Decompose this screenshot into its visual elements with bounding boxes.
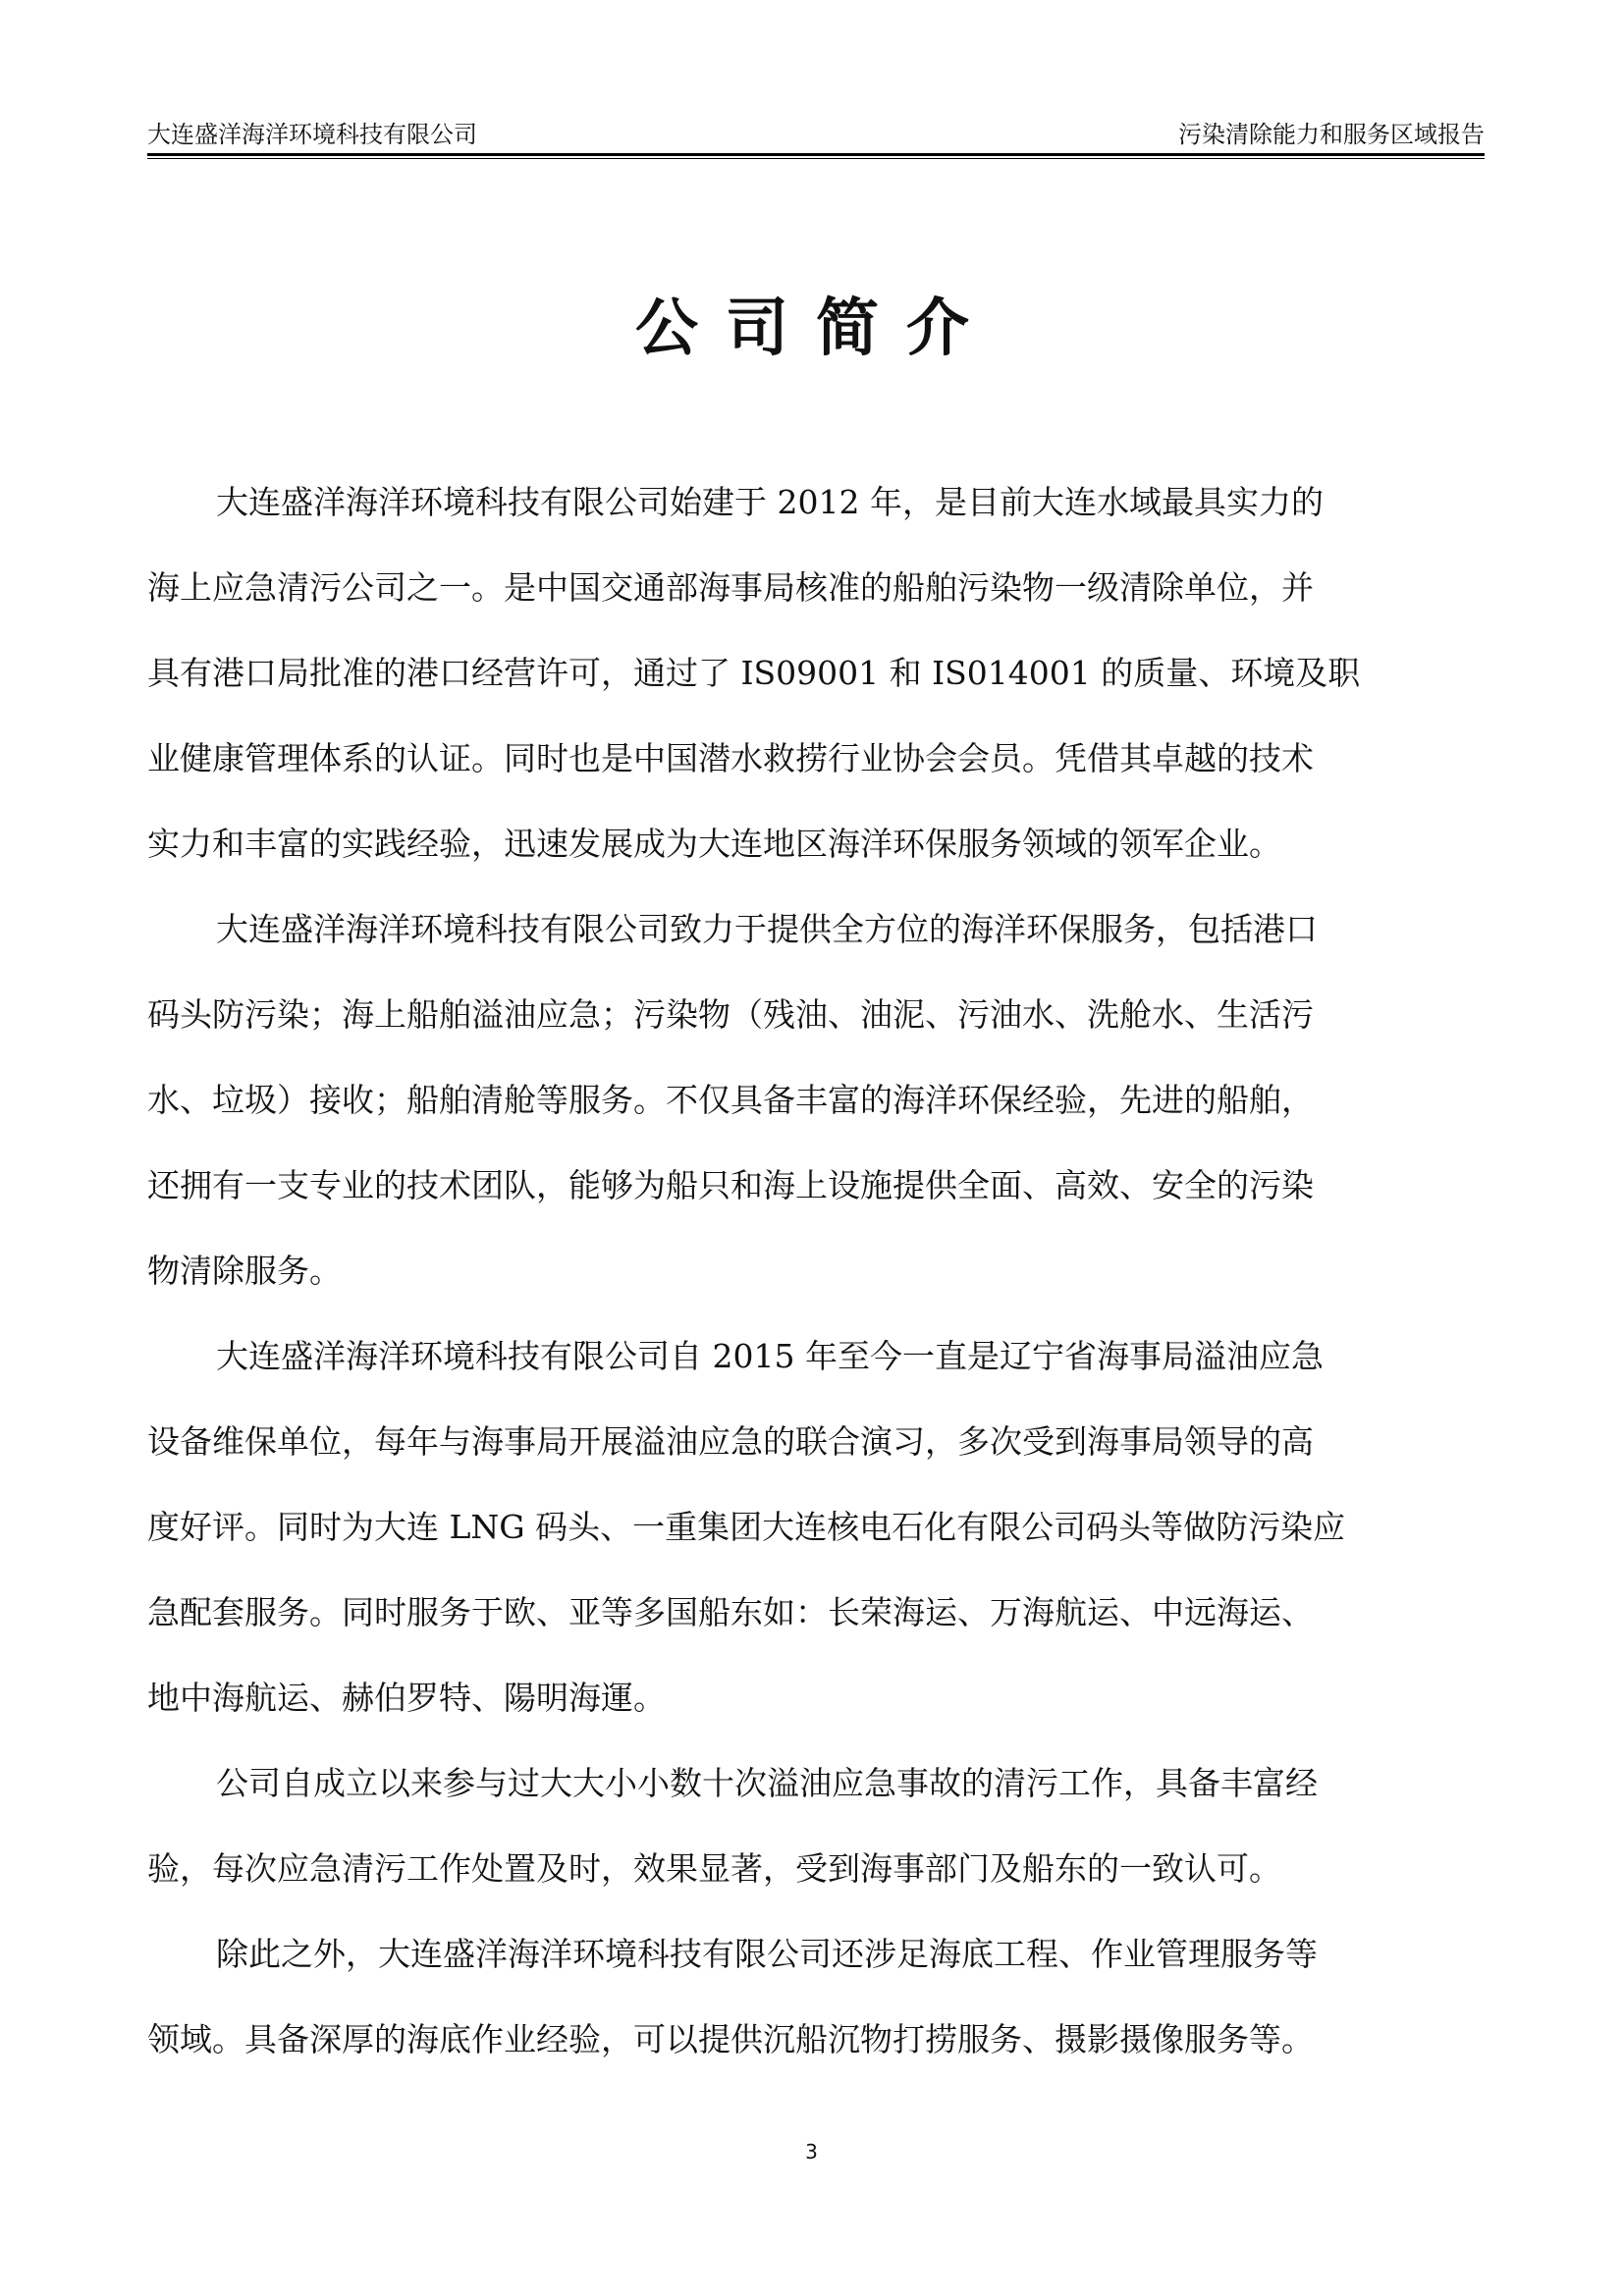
paragraph-line: 除此之外，大连盛洋海洋环境科技有限公司还涉足海底工程、作业管理服务等	[216, 1935, 1318, 1973]
paragraph-1	[147, 459, 1485, 886]
paragraph-line: 实力和丰富的实践经验，迅速发展成为大连地区海洋环保服务领域的领军企业。	[147, 825, 1281, 863]
paragraph-line: 验，每次应急清污工作处置及时，效果显著，受到海事部门及船东的一致认可。	[147, 1849, 1281, 1888]
paragraph-line: 设备维保单位，每年与海事局开展溢油应急的联合演习，多次受到海事局领导的高	[147, 1422, 1314, 1461]
paragraph-line: 水、垃圾）接收；船舶清舱等服务。不仅具备丰富的海洋环保经验，先进的船舶，	[147, 1081, 1314, 1119]
paragraph-5	[147, 1911, 1485, 2082]
paragraph-line: 物清除服务。	[147, 1252, 342, 1290]
paragraph-line: 码头防污染；海上船舶溢油应急；污染物（残油、油泥、污油水、洗舱水、生活污	[147, 995, 1314, 1034]
paragraph-line: 业健康管理体系的认证。同时也是中国潜水救捞行业协会会员。凭借其卓越的技术	[147, 739, 1314, 777]
paragraph-line: 海上应急清污公司之一。是中国交通部海事局核准的船舶污染物一级清除单位，并	[147, 568, 1314, 607]
paragraph-3	[147, 1313, 1485, 1740]
header-rule-thick	[147, 153, 1485, 156]
paragraph-line: 大连盛洋海洋环境科技有限公司始建于 2012 年，是目前大连水域最具实力的	[216, 483, 1324, 521]
header-report-title: 污染清除能力和服务区域报告	[1178, 121, 1485, 148]
page-title: 公司简介	[635, 293, 997, 365]
header-rule-thin	[147, 158, 1485, 159]
page-header	[147, 116, 1485, 157]
paragraph-2	[147, 886, 1485, 1313]
paragraph-4	[147, 1740, 1485, 1911]
page-number: 3	[805, 2140, 818, 2163]
paragraph-line: 度好评。同时为大连 LNG 码头、一重集团大连核电石化有限公司码头等做防污染应	[147, 1508, 1346, 1546]
paragraph-line: 领域。具备深厚的海底作业经验，可以提供沉船沉物打捞服务、摄影摄像服务等。	[147, 2020, 1314, 2058]
paragraph-line: 地中海航运、赫伯罗特、陽明海運。	[147, 1679, 666, 1717]
paragraph-line: 大连盛洋海洋环境科技有限公司自 2015 年至今一直是辽宁省海事局溢油应急	[216, 1337, 1324, 1375]
paragraph-line: 大连盛洋海洋环境科技有限公司致力于提供全方位的海洋环保服务，包括港口	[216, 910, 1318, 948]
header-company-name: 大连盛洋海洋环境科技有限公司	[147, 121, 477, 148]
paragraph-line: 急配套服务。同时服务于欧、亚等多国船东如：长荣海运、万海航运、中远海运、	[147, 1593, 1314, 1631]
paragraph-line: 具有港口局批准的港口经营许可，通过了 IS09001 和 IS014001 的质量、环境及职	[147, 654, 1361, 692]
body-text	[147, 459, 1485, 2082]
paragraph-line: 公司自成立以来参与过大大小小数十次溢油应急事故的清污工作，具备丰富经	[216, 1764, 1318, 1802]
paragraph-line: 还拥有一支专业的技术团队，能够为船只和海上设施提供全面、高效、安全的污染	[147, 1166, 1314, 1204]
